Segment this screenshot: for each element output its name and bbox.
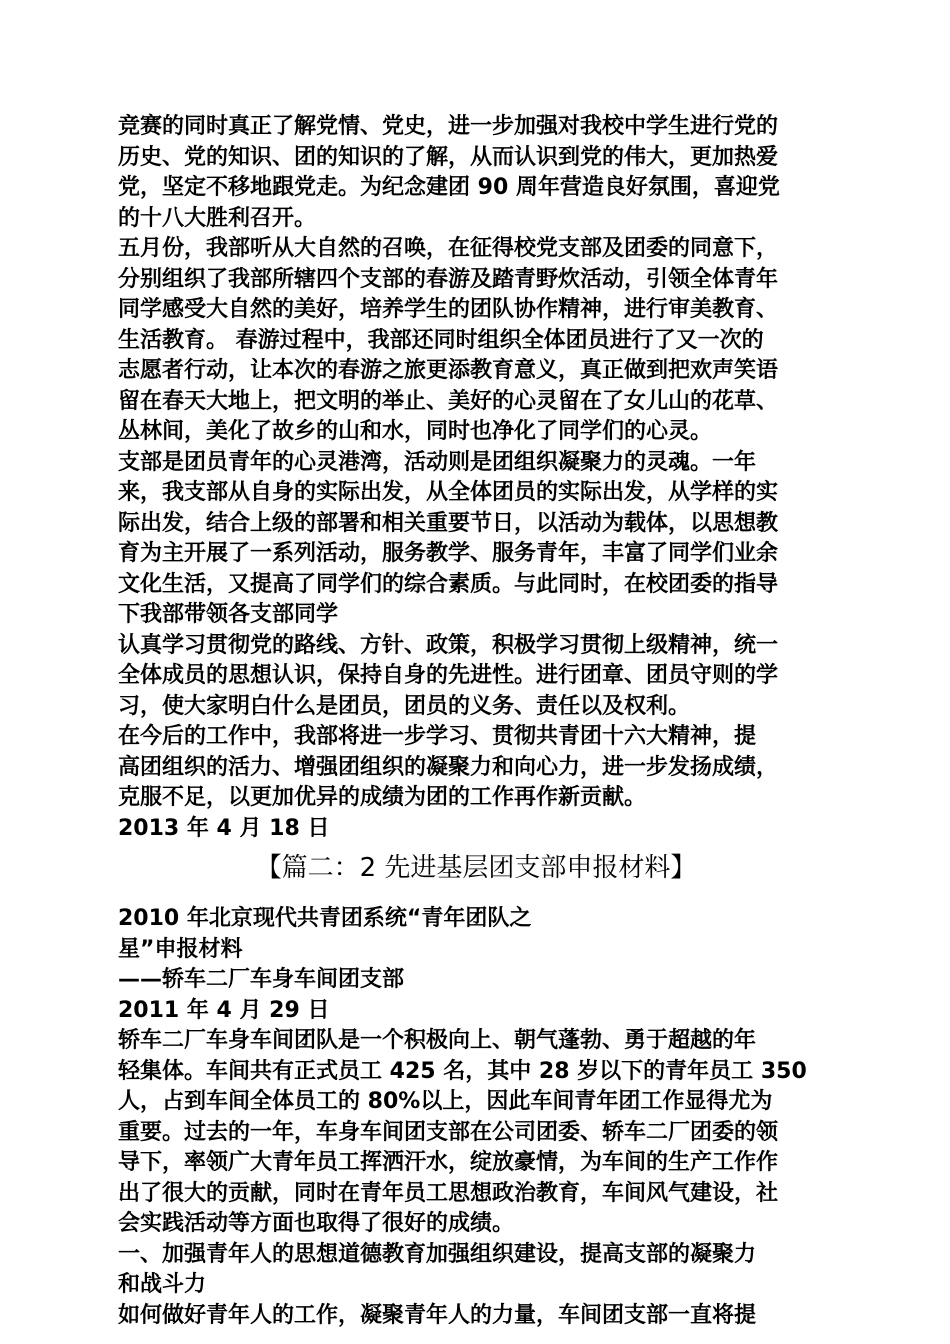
text-line: 如何做好青年人的工作，凝聚青年人的力量，车间团支部一直将提 (118, 1302, 757, 1328)
text-line: 重要。过去的一年，车身车间团支部在公司团委、轿车二厂团委的领 (118, 1119, 779, 1145)
text-line: 2013 年 4 月 18 日 (118, 815, 330, 841)
text-line: 人，占到车间全体员工的 80%以上，因此车间青年团工作显得尤为 (118, 1089, 773, 1114)
text-line: 际出发，结合上级的部署和相关重要节日，以活动为载体，以思想教 (118, 510, 779, 536)
text-line: 高团组织的活力、增强团组织的凝聚力和向心力，进一步发扬成绩， (118, 754, 779, 780)
text-line: 习，使大家明白什么是团员，团员的义务、责任以及权利。 (118, 693, 691, 719)
text-line: 2011 年 4 月 29 日 (118, 997, 330, 1023)
text-line: 丛林间，美化了故乡的山和水，同时也净化了同学们的心灵。 (118, 419, 713, 444)
text-line: 导下，率领广大青年员工挥洒汗水，绽放豪情，为车间的生产工作作 (118, 1150, 779, 1175)
text-line: 留在春天大地上，把文明的举止、美好的心灵留在了女儿山的花草、 (118, 388, 779, 414)
text-line: 认真学习贯彻党的路线、方针、政策，积极学习贯彻上级精神，统一 (118, 632, 779, 658)
text-line: 文化生活，又提高了同学们的综合素质。与此同时，在校团委的指导 (118, 571, 779, 597)
text-line: 来，我支部从自身的实际出发，从全体团员的实际出发，从学样的实 (118, 480, 779, 505)
text-line: 星”申报材料 (118, 936, 243, 962)
text-line: ——轿车二厂车身车间团支部 (118, 967, 405, 992)
text-line: 和战斗力 (118, 1272, 207, 1297)
text-line: 下我部带领各支部同学 (118, 602, 339, 627)
text-line: 的十八大胜利召开。 (118, 205, 317, 231)
text-line: 历史、党的知识、团的知识的了解，从而认识到党的伟大，更加热爱 (118, 144, 779, 170)
text-line: 生活教育。 春游过程中，我部还同时组织全体团员进行了又一次的 (118, 327, 764, 353)
text-line: 克服不足，以更加优异的成绩为团的工作再作新贡献。 (118, 785, 647, 810)
text-line: 在今后的工作中，我部将进一步学习、贯彻共青团十六大精神，提 (118, 724, 757, 749)
text-line: 志愿者行动，让本次的春游之旅更添教育意义，真正做到把欢声笑语 (118, 358, 779, 383)
text-line: 全体成员的思想认识，保持自身的先进性。进行团章、团员守则的学 (118, 663, 779, 688)
text-line: 2010 年北京现代共青团系统“青年团队之 (118, 906, 532, 931)
document-page (118, 112, 834, 1331)
text-line: 轿车二厂车身车间团队是一个积极向上、朝气蓬勃、勇于超越的年 (118, 1028, 757, 1053)
text-line: 轻集体。车间共有正式员工 425 名，其中 28 岁以下的青年员工 350 (118, 1058, 807, 1084)
text-line: 分别组织了我部所辖四个支部的春游及踏青野炊活动，引领全体青年 (118, 266, 779, 292)
text-line: 党，坚定不移地跟党走。为纪念建团 90 周年营造良好氛围，喜迎党 (118, 175, 780, 200)
text-line: 竞赛的同时真正了解党情、党史，进一步加强对我校中学生进行党的 (118, 114, 779, 139)
text-line: 育为主开展了一系列活动，服务教学、服务青年，丰富了同学们业余 (118, 541, 779, 566)
text-line: 会实践活动等方面也取得了很好的成绩。 (118, 1211, 515, 1236)
section-heading: 【篇二：2 先进基层团支部申报材料】 (255, 853, 697, 883)
text-line: 支部是团员青年的心灵港湾，活动则是团组织凝聚力的灵魂。一年 (118, 449, 757, 475)
text-line: 五月份，我部听从大自然的召唤，在征得校党支部及团委的同意下， (118, 236, 779, 261)
document-body-part1 (118, 112, 834, 844)
text-line: 一、加强青年人的思想道德教育加强组织建设，提高支部的凝聚力 (118, 1241, 757, 1267)
text-line: 出了很大的贡献，同时在青年员工思想政治教育，车间风气建设，社 (118, 1180, 779, 1206)
text-line: 同学感受大自然的美好，培养学生的团队协作精神，进行审美教育、 (118, 297, 779, 322)
document-body-part2 (118, 904, 834, 1331)
